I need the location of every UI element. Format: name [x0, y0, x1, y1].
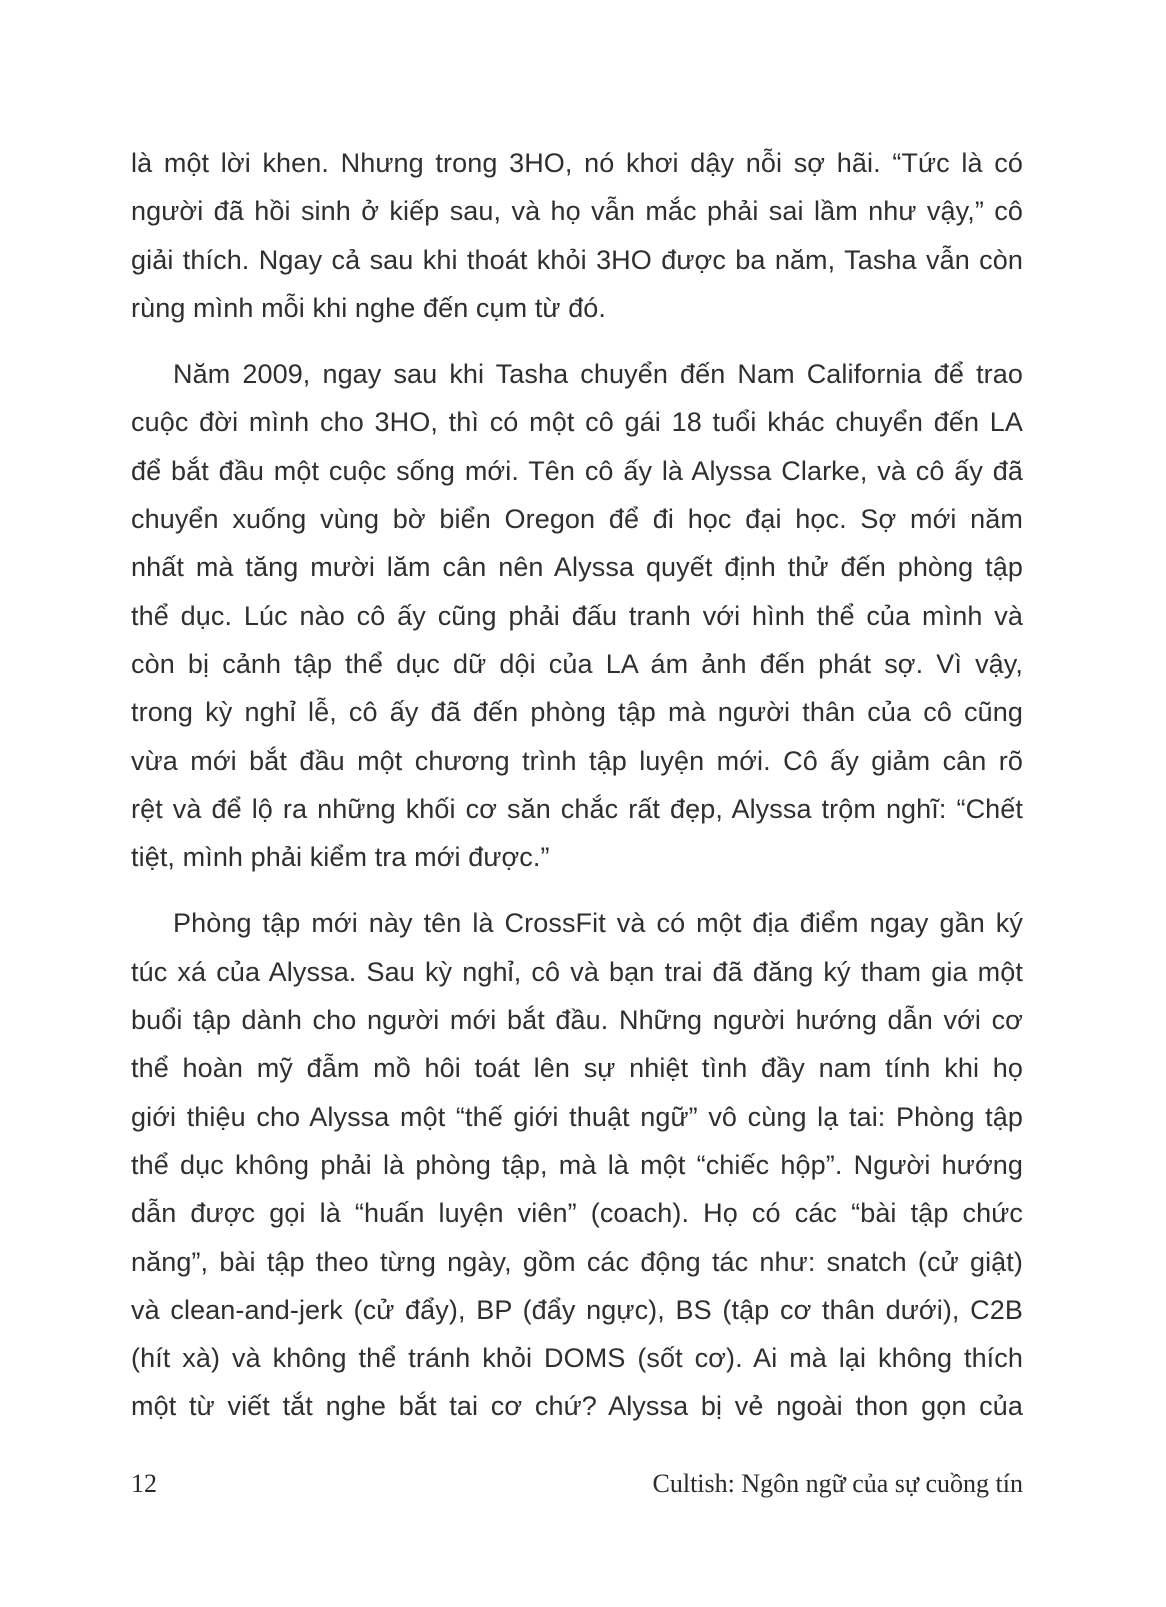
- text-line: giải thích. Ngay cả sau khi thoát khỏi 3HO được ba năm, Tasha vẫn còn: [131, 244, 1023, 275]
- text-line: rệt và để lộ ra những khối cơ săn chắc rất đẹp, Alyssa trộm nghĩ: “Chết: [131, 793, 1023, 824]
- text-line: chuyển xuống vùng bờ biển Oregon để đi học đại học. Sợ mới năm: [131, 504, 1023, 535]
- text-line: và clean-and-jerk (cử đẩy), BP (đẩy ngực), BS (tập cơ thân dưới), C2B: [131, 1294, 1023, 1325]
- text-line: nhất mà tăng mười lăm cân nên Alyssa quyết định thử đến phòng tập: [131, 552, 1023, 583]
- text-line: dẫn được gọi là “huấn luyện viên” (coach). Họ có các “bài tập chức: [131, 1198, 1023, 1229]
- running-head-book-title: Cultish: Ngôn ngữ của sự cuồng tín: [652, 1469, 1023, 1498]
- text-line: vừa mới bắt đầu một chương trình tập luyện mới. Cô ấy giảm cân rõ: [131, 745, 1023, 776]
- text-line: là một lời khen. Nhưng trong 3HO, nó khơi dậy nỗi sợ hãi. “Tức là có: [131, 148, 1023, 178]
- text-line: tiệt, mình phải kiểm tra mới được.”: [131, 842, 550, 873]
- text-line: Năm 2009, ngay sau khi Tasha chuyển đến Nam California để trao: [173, 359, 1023, 390]
- text-line: để bắt đầu một cuộc sống mới. Tên cô ấy là Alyssa Clarke, và cô ấy đã: [131, 455, 1023, 486]
- paragraph: [131, 139, 1023, 332]
- text-line: người đã hồi sinh ở kiếp sau, và họ vẫn mắc phải sai lầm như vậy,” cô: [131, 196, 1023, 227]
- page-footer: [131, 1468, 1023, 1500]
- paragraph: [131, 899, 1023, 1430]
- text-line: trong kỳ nghỉ lễ, cô ấy đã đến phòng tập mà người thân của cô cũng: [131, 697, 1023, 728]
- text-line: Phòng tập mới này tên là CrossFit và có một địa điểm ngay gần ký: [173, 908, 1023, 939]
- text-line: thể hoàn mỹ đẫm mồ hôi toát lên sự nhiệt tình đầy nam tính khi họ: [131, 1053, 1023, 1084]
- text-line: (hít xà) và không thể tránh khỏi DOMS (sốt cơ). Ai mà lại không thích: [131, 1343, 1023, 1374]
- text-line: còn bị cảnh tập thể dục dữ dội của LA ám ảnh đến phát sợ. Vì vậy,: [131, 648, 1023, 679]
- page-number: 12: [131, 1469, 157, 1498]
- paragraph: [131, 350, 1023, 881]
- text-line: buổi tập dành cho người mới bắt đầu. Những người hướng dẫn với cơ: [131, 1005, 1023, 1036]
- text-line: giới thiệu cho Alyssa một “thế giới thuật ngữ” vô cùng lạ tai: Phòng tập: [131, 1101, 1023, 1132]
- text-line: cuộc đời mình cho 3HO, thì có một cô gái 18 tuổi khác chuyển đến LA: [131, 407, 1023, 438]
- text-line: túc xá của Alyssa. Sau kỳ nghỉ, cô và bạn trai đã đăng ký tham gia một: [131, 956, 1023, 987]
- text-line: rùng mình mỗi khi nghe đến cụm từ đó.: [131, 292, 607, 323]
- text-line: thể dục không phải là phòng tập, mà là một “chiếc hộp”. Người hướng: [131, 1149, 1023, 1180]
- text-line: một từ viết tắt nghe bắt tai cơ chứ? Alyssa bị vẻ ngoài thon gọn của: [131, 1391, 1023, 1422]
- text-line: năng”, bài tập theo từng ngày, gồm các động tác như: snatch (cử giật): [131, 1246, 1023, 1277]
- text-block: [131, 139, 1023, 1431]
- text-line: thể dục. Lúc nào cô ấy cũng phải đấu tranh với hình thể của mình và: [131, 600, 1023, 631]
